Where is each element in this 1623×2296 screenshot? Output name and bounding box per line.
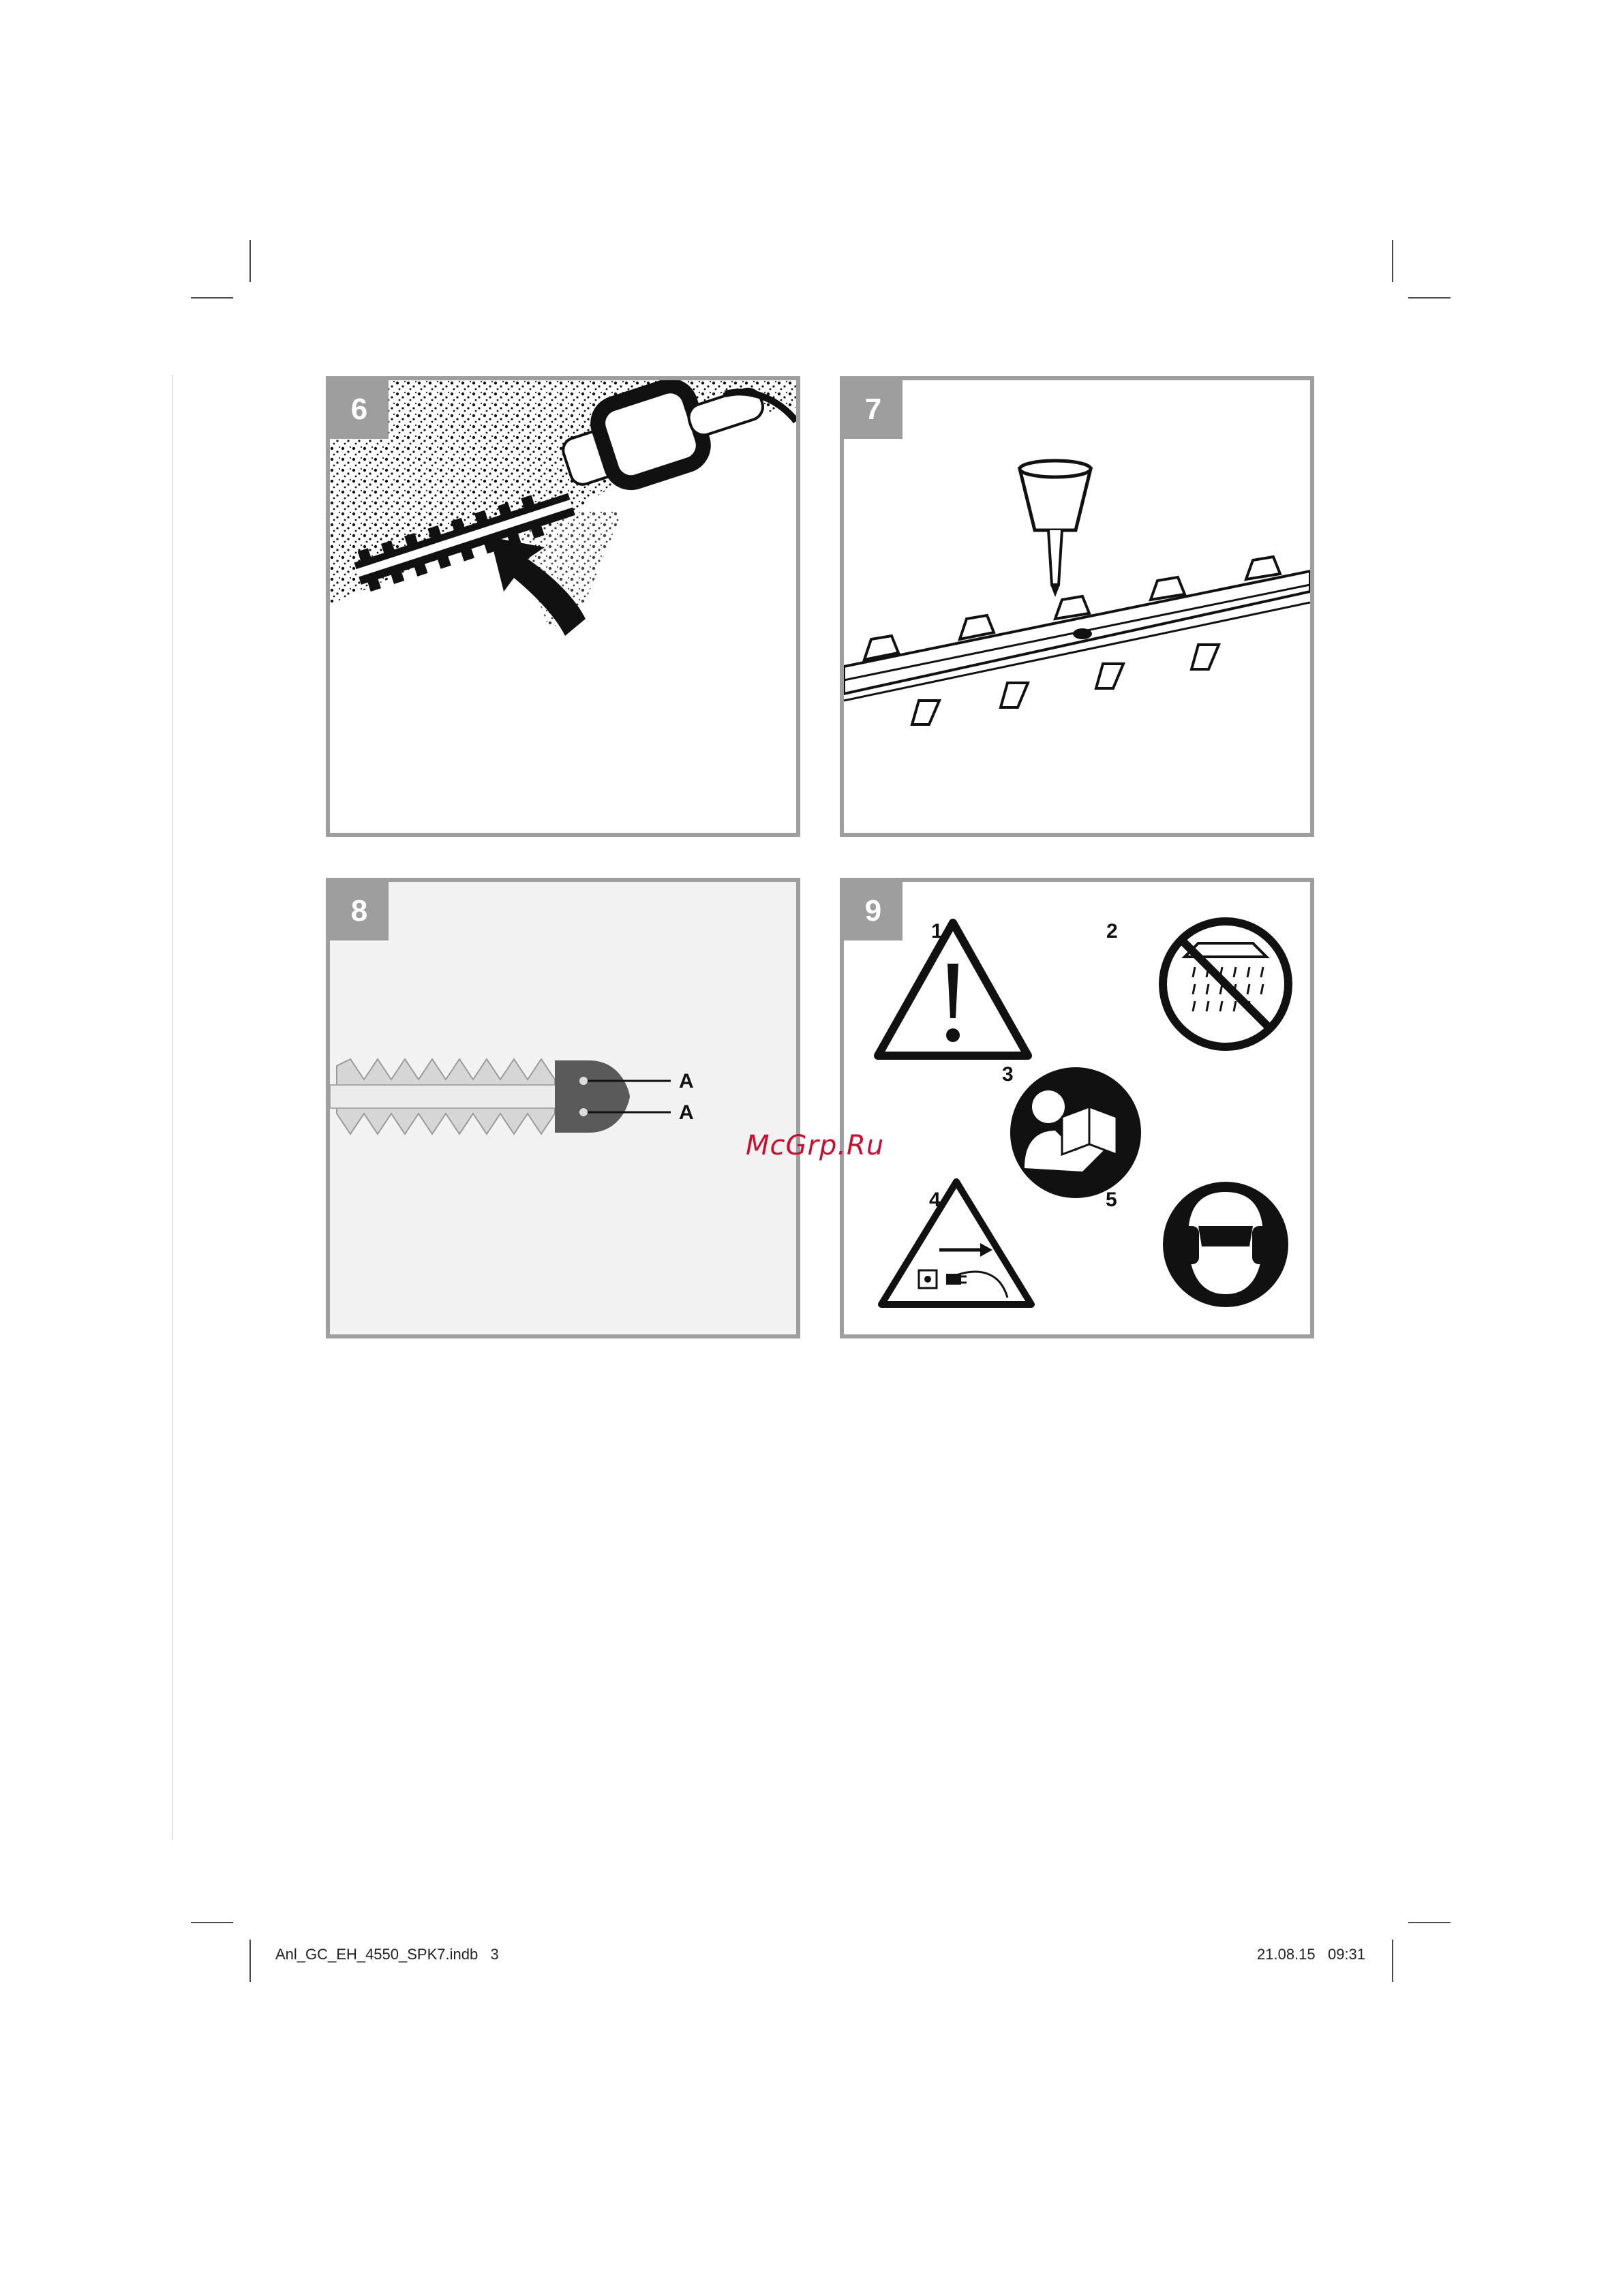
panel-number: 8 [330, 882, 389, 940]
symbol-number-2: 2 [1106, 920, 1118, 943]
panel-number: 9 [844, 882, 902, 940]
figure-panel-9 [840, 878, 1314, 1338]
panel-number: 7 [844, 380, 902, 439]
safety-symbols [844, 882, 1310, 1334]
figure-panel-8 [326, 878, 800, 1338]
crop-mark-top-right-v [1392, 240, 1393, 282]
footer-file-info: Anl_GC_EH_4550_SPK7.indb 3 [275, 1946, 499, 1963]
crop-mark-top-left-h [191, 297, 233, 299]
crop-mark-bottom-right-v [1392, 1940, 1393, 1982]
blade-guide-points-icon [330, 882, 796, 1334]
symbol-number-1: 1 [931, 920, 943, 943]
symbol-number-4: 4 [929, 1189, 941, 1211]
label-a-bottom: A [679, 1101, 694, 1124]
watermark-text: McGrp.Ru [746, 1130, 885, 1161]
hedge-trimmer-cutting-icon [330, 380, 796, 833]
no-rain-icon [1163, 921, 1288, 1047]
warning-triangle-icon [878, 923, 1028, 1056]
crop-mark-bottom-right-h [1408, 1922, 1451, 1923]
crop-mark-bottom-left-v [249, 1940, 251, 1982]
unplug-warning-icon [881, 1182, 1031, 1304]
read-manual-icon [1010, 1067, 1141, 1198]
figure-panel-7 [840, 376, 1314, 837]
figure-panel-6 [326, 376, 800, 837]
crop-mark-bottom-left-h [191, 1922, 233, 1923]
margin-rule [172, 375, 173, 1840]
crop-mark-top-right-h [1408, 297, 1451, 299]
panel-number: 6 [330, 380, 389, 439]
eye-ear-protection-icon [1163, 1182, 1288, 1307]
symbol-number-3: 3 [1002, 1063, 1014, 1086]
oil-can-lubrication-icon [844, 380, 1310, 833]
footer-datetime: 21.08.15 09:31 [1257, 1946, 1366, 1963]
label-a-top: A [679, 1070, 694, 1092]
symbol-number-5: 5 [1106, 1189, 1117, 1211]
crop-mark-top-left-v [249, 240, 251, 282]
